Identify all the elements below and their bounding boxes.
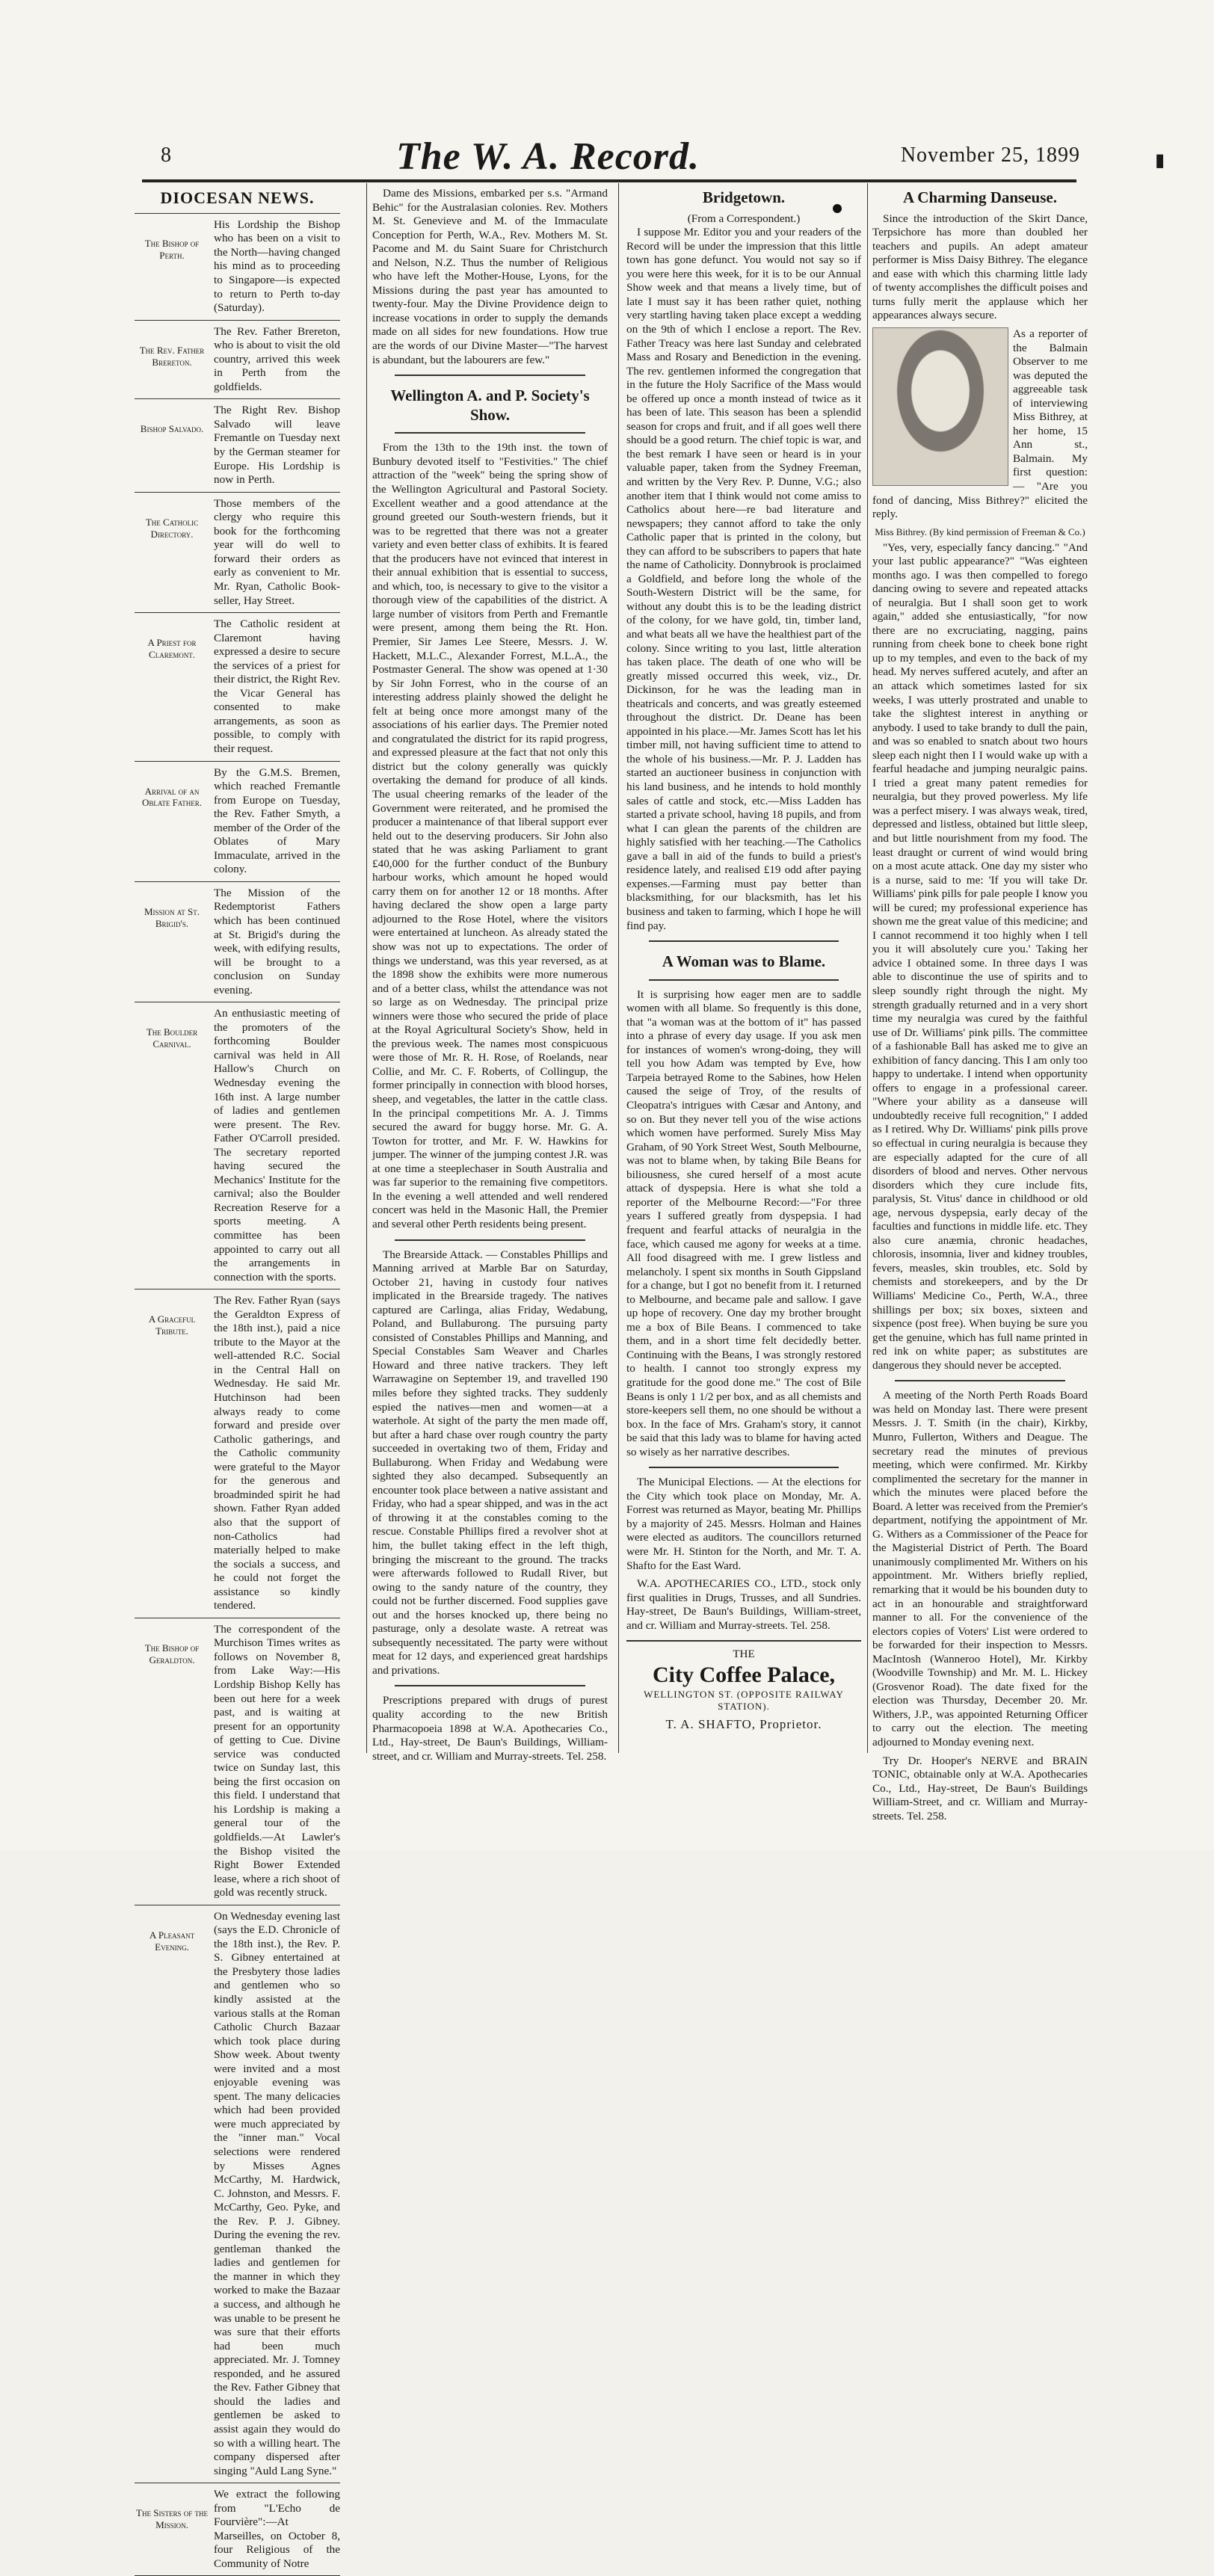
side-heading: Arrival of an Oblate Father. bbox=[141, 785, 203, 809]
news-item bbox=[135, 325, 340, 395]
news-item-text: The correspondent of the Murchison Times writes as follows on November 8, from Lake Way:—His Lordship Bishop Kelly has been out here for a week past, and is waiting at present for an opportunity of getting to Cue. Divine service was conducted twice on Sunday last, this being the first occasion on this field. I understand that his Lordship is making a general tour of the goldfields.—At Lawler's the Bishop visited the Right Bower Extended lease, where a rich shoot of gold was recently struck. bbox=[214, 1622, 340, 1899]
news-item-text: The Rev. Father Ryan (says the Geraldton Express of the 18th inst.), paid a nice tribute to the Mayor at the well-attended R.C. Social in the Central Hall on Wednesday. He said Mr. Hutchinson had been always ready to come forward and preside over Catholic gatherings, and the Catholic community were grateful to the Mayor for the generous and broadminded spirit he had shown. Father Ryan added also that the support of non-Catholics had materially helped to make the socials a success, and he could not forget the assistance so kindly tendered. bbox=[214, 1294, 340, 1612]
article-body: It is surprising how eager men are to saddle women with all blame. So frequently is this done, that "a woman was at the bottom of it" has passed into a phrase of every day usage. If you ask men for instances of women's wrong-doing, they will tell you how Adam was tempted by Eve, how Tarpeia betrayed Rome to the Sabines, how Helen caused the seige of Troy, of the results of Cleopatra's intrigues with Cæsar and Antony, and so on. But they never tell you of the wise actions which women have performed. Surely Miss May Graham, of 90 York Street West, South Melbourne, was not to blame when, by taking Bile Beans for biliousness, she cured herself of a most acute attack of dyspepsia. Here is what she told a reporter of the Melbourne Record:—"For three years I suffered greatly from dyspepsia. I had frequent and fearful attacks of neuralgia in the face, which caused me agony for weeks at a time. All food disagreed with me. I grew listless and melancholy. I spent six months in South Gippsland for a change, but I got no benefit from it. I returned to Melbourne, and became pale and sallow. I gave up hope of recovery. One day my brother brought me a box of Bile Beans. I commenced to take them, and in a short time felt decidedly better. Continuing with the Beans, I was strongly restored to health. I cannot too strongly express my gratitude for the good done me." The cost of Bile Beans is only 1 1/2 per box, and as all chemists and store-keepers sell them, no one should be without a box. In the face of Mrs. Graham's story, it cannot be said that this lady was to blame for having acted so wisely as her narrative describes. bbox=[626, 987, 861, 1458]
divider bbox=[649, 1467, 839, 1468]
side-heading: The Catholic Directory. bbox=[145, 516, 199, 540]
paper-title: The W. A. Record. bbox=[396, 135, 700, 178]
divider bbox=[649, 940, 839, 942]
column-four bbox=[872, 187, 1088, 1835]
portrait-caption: Miss Bithrey. (By kind permission of Freeman & Co.) bbox=[875, 526, 1085, 537]
article-heading: Bridgetown. bbox=[702, 188, 786, 206]
tonic-ad: Try Dr. Hooper's NERVE and BRAIN TONIC, obtainable only at W.A. Apothecaries Co., Ltd., Hay-street, De Baun's Buildings William-Street, and cr. William and Murray-streets. Tel. 258. bbox=[872, 1754, 1088, 1822]
news-item-text: On Wednesday evening last (says the E.D. Chronicle of the 18th inst.), the Rev. P. S. Gibney entertained at the Presbytery those ladies and gentlemen who so kindly assisted at the various stalls at the Roman Catholic Church Bazaar which took place during Show week. About twenty were invited and a most enjoyable evening was spent. The many delicacies which had been provided were much appreciated by the "inner man." Vocal selections were rendered by Misses Agnes McCarthy, M. Hardwick, C. Johnston, and Messrs. F. McCarthy, Geo. Pyke, and the Rev. P. J. Gibney. During the evening the rev. gentleman thanked the ladies and gentlemen for the manner in which they worked to make the Bazaar a success, and although he was unable to be present he was sure that their efforts had been much appreciated. Mr. J. Tomney responded, and he assured the Rev. Father Gibney that should the ladies and gentlemen be asked to assist again they would do so with a willing heart. The company dispersed after singing "Auld Lang Syne." bbox=[214, 1909, 340, 2477]
news-item bbox=[135, 404, 340, 487]
divider bbox=[649, 979, 839, 981]
elections-article: The Municipal Elections. — At the elections for the City which took place on Monday, Mr. A. Forrest was returned as Mayor, beating Mr. Phillips by a majority of 245. Messrs. Holman and Haines were elected as auditors. The councillors returned were Mr. H. Stinton for the North, and Mr. T. A. Shafto for the East Ward. bbox=[626, 1476, 861, 1572]
news-item bbox=[135, 1623, 340, 1900]
side-heading: Bishop Salvado. bbox=[140, 423, 204, 435]
article-body: "Yes, very, especially fancy dancing." "And your last public appearance?" "Was eighteen months ago. I was then compelled to forego dancing owing to severe and repeated attacks of neuralgia. But I shall soon get to work again," added she entusiastically, "for now there are no excruciating, nagging, pains running from cheek bone to cheek bone right up to my temples, and even to the back of my head. My nerves suffered acutely, and after an an attack which sometimes lasted for six weeks, I was utterly prostrated and unable to take the slightest interest in anything or anybody. I used to take brandy to dull the pain, and was so enabled to snatch about two hours sleep each night then I I would wake up with a fearful headache and jumping neuralgic pains. I tried a great many patent remedies for neuralgia, but they proved powerless. My life was a perfect misery. I was always weak, tired, depressed and listless, obtained but little sleep, and but little nourishment from my food. The least draught or current of wind would bring on a most acute attack. One day my sister who is a nurse, said to me: 'If you will take Dr. Williams' pink pills for pale people I know you will be cured; my professional experience has shown me the great value of this medicine; and I cannot recommend it too highly when I tell you it will absolutely cure you.' Taking her advice I obtained some. In three days I was able to discontinue the use of spirits and to sleep soundly right through the night. My strength gradually returned and in a very short time my neuralgia was cured by the faithful use of Dr. Williams' pink pills. The committee of a fashionable Ball has asked me to give an exhibition of fancy dancing. This I am only too happy to undertake. I intend when opportunity offers to engage in a professional career. "Where your ability as a danseuse will undoubtedly receive full recognition," I added as I retired. Why Dr. Williams' pink pills prove so effectual in curing neuralgia is because they are especially adapted for the cure of all disorders of blood and nerves. Other nervous disorders which they cure include fits, paralysis, St. Vitus' dance in childhood or old age, nervous dyspepsia, early decay of the faculties and functions in middle life. etc. They also cure anæmia, chronic headaches, chlorosis, insomnia, liver and kidney troubles, fevers, measles, skin troubles, etc. Sold by chemists and storekeepers, and by the Dr Williams' Medicine Co., Perth, W.A., three shillings per box; six boxes, sixteen and sixpence (post free). When buying be sure you get the genuine, which has full name printed in red ink on white paper; as substitutes are dangerous they should never be accepted. bbox=[872, 540, 1088, 1372]
divider bbox=[395, 1685, 585, 1686]
news-item-list bbox=[135, 218, 340, 2576]
column-divider bbox=[618, 183, 619, 1753]
issue-date: November 25, 1899 bbox=[900, 144, 1080, 167]
page-number: 8 bbox=[161, 144, 171, 167]
side-heading: The Bishop of Perth. bbox=[144, 237, 200, 261]
byline: (From a Correspondent.) bbox=[687, 212, 801, 225]
news-item-text: An enthusiastic meeting of the promoters of the forthcoming Boulder carnival was held in All Hallow's Church on Wednesday evening the 16th inst. A large number of ladies and gentlemen were present. The Rev. Father O'Carroll presided. The secretary reported having secured the Mechanics' Institute for the carnival; also the Boulder Recreation Reserve for a sports meeting. A committee has been appointed to carry out all the arrangements in connection with the sports. bbox=[214, 1007, 340, 1284]
column-diocesan-news bbox=[135, 187, 340, 2570]
side-heading: The Boulder Carnival. bbox=[146, 1026, 198, 1050]
divider bbox=[395, 1239, 585, 1241]
news-item-text: His Lordship the Bishop who has been on a visit to the North—having changed his mind as to proceeding to Singapore—is expected to return to Perth to-day (Saturday). bbox=[214, 218, 340, 315]
ad-title: City Coffee Palace, bbox=[652, 1662, 836, 1687]
article-heading: A Woman was to Blame. bbox=[662, 952, 826, 971]
masthead bbox=[161, 135, 1080, 179]
news-item bbox=[135, 766, 340, 877]
ad-proprietor: T. A. SHAFTO, Proprietor. bbox=[665, 1717, 822, 1732]
divider bbox=[395, 375, 585, 376]
news-item-text: By the G.M.S. Bremen, which reached Fremantle from Europe on Tuesday, the Rev. Father Smyth, a member of the Order of the Oblates of Mary Immaculate, arrived in the colony. bbox=[214, 765, 340, 876]
corner-mark: ▮ bbox=[1155, 151, 1165, 170]
divider bbox=[895, 1380, 1065, 1381]
brearside-article: The Brearside Attack. — Constables Phillips and Manning arrived at Marble Bar on Saturday, October 21, having in custody four natives implicated in the Brearside tragedy. The natives captured are Carlinga, alias Friday, Wedabung, Poland, and Bullaburong. The pursuing party consisted of Constables Phillips and Manning, and Special Constables Sam Weaver and Charles Howard and three native trackers. They left Warrawagine on September 19, and travelled 190 miles before they sighted tracks. They suddenly espied the natives—men and women—at a waterhole. At sight of the party the men made off, but after a hard chase over rough country the party succeeded in overtaking two of them, Friday and Bullaburong. When Friday and Wedabung were sighted they also decamped. Subsequently an encounter took place between a native assistant and Friday, who had a spear shipped, and was in the act of throwing it at the constables coming to the rescue. Constable Phillips fired a revolver shot at him, the bullet taking effect in the left thigh, bringing the miscreant to the ground. The tracks were afterwards followed to Rudall River, but owing to the sandy nature of the country, they could not be further discerned. Food supplies gave out and the horses knocked up, there being no pasturage, only a desolate waste. A retreat was subsequently necessitated. The party were without meat for 12 days, and experienced great hardships and privations. bbox=[372, 1248, 608, 1677]
sisters-continued: Dame des Missions, embarked per s.s. "Armand Behic" for the Australasian colonies. Rev. Mothers M. St. Genevieve and M. of the Immaculate Conception for Perth, W.A., Rev. Mothers M. St. Pacome and M. du Saint Suare for Christchurch and Nelson, N.Z. Thus the number of Religious who have left the Mother-House, Lyons, for the Missions during the past year has amounted to twenty-four. May the Divine Providence deign to increase vocations in order to supply the demands made on all sides for new foundations. How true are the words of our Divine Master—"The harvest is abundant, but the labourers are few." bbox=[372, 187, 608, 366]
coffee-palace-ad bbox=[626, 1640, 861, 1733]
news-item bbox=[135, 617, 340, 756]
divider bbox=[135, 612, 340, 613]
news-item bbox=[135, 2488, 340, 2571]
side-heading: A Priest for Claremont. bbox=[147, 637, 197, 660]
roads-board-article: A meeting of the North Perth Roads Board was held on Monday last. There were present Messrs. J. T. Smith (in the chair), Kirkby, Munro, Fullerton, Withers and Deague. The secretary read the minutes of previous meeting, which were confirmed. Mr. Kirkby complimented the secretary for the manner in which the minutes were placed before the Board. A letter was received from the Premier's department, notifying the appointment of Mr. G. Withers as a Commissioner of the Peace for the Magisterial District of Perth. The Board unanimously complimented Mr. Withers on his appointment. Mr. Withers briefly replied, remarking that it would be his bounden duty to act in an honourable and straightforward manner to all. For the convenience of the electors copies of Voters' List were ordered to be forwarded for their inspection to Messrs. MacIntosh (Wanneroo Hotel), Mr. Kirkby (Woodville Township) and Mr. M. L. Hickey (Grosvenor Road). The date fixed for the election was Thursday, December 20. Mr. Withers, J.P., was appointed Returning Officer to carry out the election. The meeting adjourned to Monday evening next. bbox=[872, 1389, 1088, 1748]
ad-address: WELLINGTON ST. (OPPOSITE RAILWAY STATION). bbox=[644, 1689, 844, 1713]
news-item bbox=[135, 887, 340, 997]
news-item-text: The Rev. Father Brereton, who is about to visit the old country, arrived this week in Perth from the goldfields. bbox=[214, 324, 340, 393]
news-item bbox=[135, 1910, 340, 2478]
news-item bbox=[135, 497, 340, 608]
side-heading: A Pleasant Evening. bbox=[149, 1929, 195, 1953]
section-heading: DIOCESAN NEWS. bbox=[160, 188, 315, 207]
news-item-text: The Catholic resident at Claremont having expressed a desire to secure the services of a priest for their district, the Right Rev. the Vicar General has consented to make arrangements, as soon as possible, to comply with their request. bbox=[214, 617, 340, 755]
side-heading: Mission at St. Brigid's. bbox=[144, 905, 200, 929]
article-body: I suppose Mr. Editor you and your readers of the Record will be under the impression that this little town has gone defunct. You would not say so if you were here this week, for it is to be our Annual Show week and that means a lively time, but of late I must say it has been rather quiet, nothing very startling having taken place except a wedding on the 9th of which I enclose a report. The Rev. Father Treacy was here last Sunday and celebrated Mass and Rosary and Benediction in the evening. The rev. gentlemen informed the congregation that in the future the Holy Sacrifice of the Mass would be offered up once a month instead of twice as it has been of late. This season has been a splendid season for crops and fruit, and if all goes well there should be a good return. The chief topic is war, and the best remark I have seen or heard is in your valuable paper, taken from the Sydney Freeman, and written by the Very Rev. P. Dunne, V.G.; also another item that I think would not come amiss to Catholics about here—re bad literature and newspapers; they cannot afford to take the only Catholic paper that is printed in the colony, but they can afford to be subscribers to papers that hate the name of Catholicity. Donnybrook is proclaimed a Goldfield, and before long the whole of the South-Western District will be the same, for without any doubt this is to be the leading district of the colony, for we have gold, tin, timber land, and what beats all we have the healthiest part of the colony. Since writing to you last, little alteration has taken place. The death of one who will be greatly missed occurred this week, viz., Dr. Dickinson, for he was the leading man in theatricals and concerts, and was greatly esteemed throughout the district. Dr. Deane has been appointed in his place.—Mr. James Scott has let his timber mill, not having sufficient time to attend to the whole of his business.—Mr. P. J. Ladden has started an auctioneer business in conjunction with his land business, and he intends to hold monthly sales of cattle and stock, etc.—Miss Ladden has started a private school, having 18 pupils, and from what I can glean the parents of the children are highly satisfied with her teaching.—The Catholics gave a ball in aid of the funds to build a priest's residence lately, and realised £19 odd after paying expenses.—Farming must pay better than blacksmithing, for our blacksmith, has let his business and taken to farming, which I hope he will find pay. bbox=[626, 226, 861, 932]
divider bbox=[135, 881, 340, 882]
side-heading: A Graceful Tribute. bbox=[148, 1313, 196, 1337]
column-divider bbox=[867, 183, 868, 1753]
divider bbox=[135, 398, 340, 399]
ad-the: THE bbox=[733, 1648, 755, 1661]
masthead-rule bbox=[142, 179, 1076, 182]
article-intro: Since the introduction of the Skirt Dance, Terpsichore has more than doubled her teachers and pupils. An adept amateur performer is Miss Daisy Bithrey. The elegance and ease with which this charming little lady of twenty accomplishes the difficult poises and turns fully merit the applause which her appearances always secure. bbox=[872, 212, 1088, 322]
divider bbox=[135, 492, 340, 493]
column-divider bbox=[366, 183, 367, 1753]
divider bbox=[395, 432, 585, 434]
news-item-text: The Right Rev. Bishop Salvado will leave Fremantle on Tuesday next by the German steamer for Europe. His Lordship is now in Perth. bbox=[214, 404, 340, 487]
apothecaries-ad: W.A. APOTHECARIES CO., LTD., stock only first qualities in Drugs, Trusses, and all Sundries. Hay-street, De Baun's Buildings, William-street, and cr. William and Murray-streets. Tel. 258. bbox=[626, 1577, 861, 1632]
column-three bbox=[626, 187, 861, 1835]
column-two bbox=[372, 187, 608, 1835]
news-item-text: We extract the following from "L'Echo de Fourvière":—At Marseilles, on October 8, four Religious of the Community of Notre bbox=[214, 2488, 340, 2570]
prescriptions-ad: Prescriptions prepared with drugs of purest quality according to the new British Pharmacopoeia 1898 at W.A. Apothecaries Co., Ltd., Hay-street, De Baun's Buildings, William-street, and cr. William and Murray-streets. Tel. 258. bbox=[372, 1694, 608, 1763]
ink-dot bbox=[833, 204, 842, 213]
divider bbox=[135, 213, 340, 214]
news-item-text: The Mission of the Redemptorist Fathers which has been continued at St. Brigid's during the week, with edifying results, will be brought to a conclusion on Sunday evening. bbox=[214, 886, 340, 996]
news-item bbox=[135, 1007, 340, 1284]
portrait-illustration bbox=[872, 327, 1008, 486]
side-heading: The Sisters of the Mission. bbox=[136, 2507, 208, 2530]
news-item bbox=[135, 1294, 340, 1613]
news-item-text: Those members of the clergy who require this book for the forthcoming year will do well to forward their orders as early as convenient to Mr. Mr. Ryan, Catholic Book-seller, Hay Street. bbox=[214, 496, 340, 607]
divider bbox=[135, 761, 340, 762]
interview-opening: As a reporter of the Balmain Observer to me was deputed the aggreeable task of interviewing Miss Bithrey, at her home, 15 Ann st., Balmain. My first question: — "Are you fond of dancing, Miss Bithrey?" elicited the reply. bbox=[872, 327, 1088, 521]
news-item bbox=[135, 218, 340, 315]
article-body: From the 13th to the 19th inst. the town of Bunbury devoted itself to "Festivities." The chief attraction of the "week" being the spring show of the Wellington Agricultural and Pastoral Society. Excellent weather and a good attendance at the ground greeted our South-western friends, but it was to be regretted that there was not a greater variety and even better class of exhibits. It is feared that the producers have not evinced that interest in their annual exhibition that is essential to success, and which, too, is necessary to give to the visitor a thorough view of the capabilities of the district. A large number of visitors from Perth and Fremantle were present, among them being the Rt. Hon. Premier, Sir James Lee Steere, Messrs. J. W. Hackett, M.L.C., Alexander Forrest, M.L.A., the Postmaster General. The show was opened at 1·30 by Sir John Forrest, who in the course of an interesting address plainly showed the delight he felt at being once more amongst many of the associations of his earlier days. The Premier noted and congratulated the district for its rapid progress, and expressed pleasure at the fact that not only this district but the colony generally was quickly overtaking the demand for produce of all kinds. The usual cheering remarks of the leader of the Government were reiterated, and he promised the producer a maintenance of that liberal support ever held out to the deserving producers. Sir John also stated that he was asking Parliament to grant £40,000 for the further conduct of the Bunbury harbour works, which amount he hoped would carry them on for another 12 or 18 months. After having declared the show open a large party adjourned to the Rose Hotel, where the visitors were entertained at luncheon. As already stated the show was not up to expectations. The order of things we understand, was this year reversed, as at the 1898 show the exhibits were more numerous and of a better class, whilst the attendance was not so large as on Wednesday. The principal prize winners were those who secured the pride of place at the Royal Agricultural Society's Show, held in the previous week. The names most conspicuous were those of Mr. R. H. Rose, of Roelands, near Collie, and Mr. C. F. Roberts, of Collingup, the former principally in connection with blood horses, sheep, and vegetables, the latter in the cattle class. In the principal competitions Mr. A. J. Timms secured the award for buggy horse. Mr. G. A. Towton for trotter, and Mr. F. W. Hawkins for jumper. The winner of the jumping contest J.R. was at one time a steeplechaser in South Australia and was far superior to the remaining five competitors. In the evening a well attended and well rendered concert was held in the Masonic Hall, the Premier and several other Perth residents being present. bbox=[372, 441, 608, 1230]
side-heading: The Rev. Father Brereton. bbox=[139, 344, 205, 368]
divider bbox=[135, 320, 340, 321]
article-heading: A Charming Danseuse. bbox=[903, 188, 1057, 206]
side-heading: The Bishop of Geraldton. bbox=[144, 1642, 200, 1666]
article-heading: Wellington A. and P. Society's Show. bbox=[390, 386, 590, 424]
